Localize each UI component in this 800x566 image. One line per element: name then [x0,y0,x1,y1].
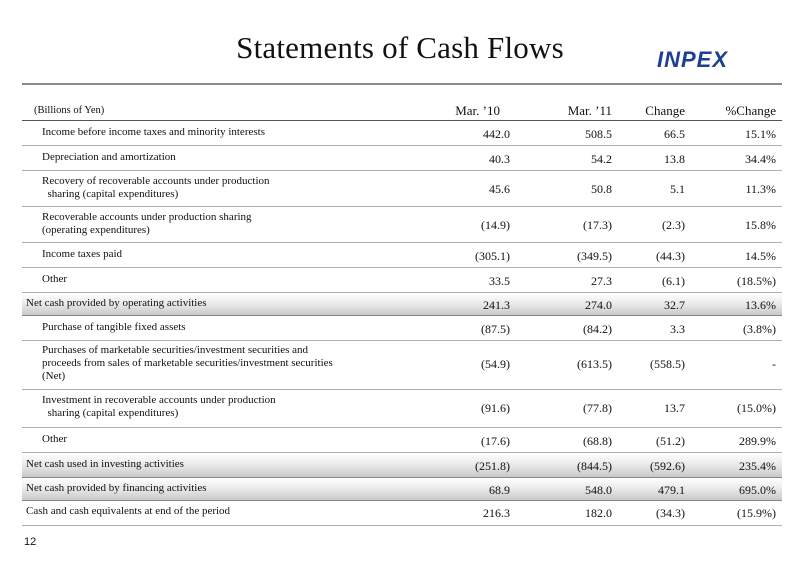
row-label-line: Depreciation and amortization [42,151,176,163]
table-cell: 508.5 [585,127,612,141]
table-cell: 50.8 [591,182,612,196]
table-cell: (251.8) [475,459,510,473]
row-label-line: Other [42,433,68,445]
table-cell: 13.7 [664,401,685,415]
column-header-pct-change: %Change [725,103,776,118]
row-label-line: Net cash used in investing activities [26,458,184,470]
table-cell: 27.3 [591,274,612,288]
row-label [42,126,402,139]
unit-label: (Billions of Yen) [34,105,105,116]
table-cell: (3.8%) [743,322,776,336]
table-cell: (558.5) [650,357,685,371]
row-label [42,151,402,164]
table-cell: (54.9) [481,357,510,371]
table-cell: 15.1% [745,127,776,141]
table-cell: (84.2) [583,322,612,336]
column-header-mar-11: Mar. ’11 [567,103,612,118]
row-label-line: sharing (capital expenditures) [42,407,179,419]
table-row [22,146,782,171]
table-cell: 11.3% [745,182,776,196]
row-label [26,482,386,495]
row-label-line: Investment in recoverable accounts under production [42,394,276,406]
table-cell: (51.2) [656,434,685,448]
row-label [42,211,402,237]
row-label-line: Net cash provided by operating activities [26,297,207,309]
table-cell: 289.9% [739,434,776,448]
row-label [26,297,386,310]
table-cell: (18.5%) [737,274,776,288]
table-cell: (68.8) [583,434,612,448]
row-label [42,248,402,261]
row-label [26,505,386,518]
table-cell: 3.3 [670,322,685,336]
table-cell: (844.5) [577,459,612,473]
table-cell: (17.3) [583,218,612,232]
table-cell: 13.6% [745,298,776,312]
table-cell: (305.1) [475,249,510,263]
title-divider [22,83,782,85]
table-cell: - [772,357,776,371]
row-label-line: Income taxes paid [42,248,123,260]
table-row [22,243,782,268]
inpex-logo: INPEX [657,47,729,72]
table-cell: (91.6) [481,401,510,415]
row-label [42,433,402,446]
table-cell: 274.0 [585,298,612,312]
row-label-line: Purchases of marketable securities/investment securities and [42,344,309,356]
table-cell: 33.5 [489,274,510,288]
table-cell: 241.3 [483,298,510,312]
table-row [22,293,782,316]
table-cell: (613.5) [577,357,612,371]
table-cell: 66.5 [664,127,685,141]
row-label-line: (Net) [42,370,66,382]
table-cell: (349.5) [577,249,612,263]
column-header-change: Change [645,103,685,118]
table-cell: (44.3) [656,249,685,263]
cash-flow-table [22,100,782,526]
row-label-line: Cash and cash equivalents at end of the period [26,505,231,517]
row-label-line: Purchase of tangible fixed assets [42,321,186,333]
row-label-line: Income before income taxes and minority interests [42,126,265,138]
table-cell: (34.3) [656,506,685,520]
table-cell: (14.9) [481,218,510,232]
table-cell: 216.3 [483,506,510,520]
table-cell: (592.6) [650,459,685,473]
row-label-line: proceeds from sales of marketable securities/investment securities [42,357,333,369]
table-cell: 479.1 [658,483,685,497]
table-cell: (17.6) [481,434,510,448]
table-cell: (2.3) [662,218,685,232]
table-row [22,316,782,341]
table-cell: 442.0 [483,127,510,141]
table-row [22,121,782,146]
row-label-line: sharing (capital expenditures) [42,188,179,200]
row-label [42,175,402,201]
table-row [22,171,782,207]
table-header-row [22,100,782,121]
table-cell: 13.8 [664,152,685,166]
row-label [42,344,402,383]
row-label [26,458,386,471]
table-cell: 235.4% [739,459,776,473]
table-cell: 695.0% [739,483,776,497]
table-cell: 548.0 [585,483,612,497]
row-label-line: Recovery of recoverable accounts under production [42,175,270,187]
table-row [22,501,782,526]
table-row [22,453,782,478]
row-label-line: Net cash provided by financing activities [26,482,207,494]
table-cell: 54.2 [591,152,612,166]
table-cell: 182.0 [585,506,612,520]
table-cell: (15.0%) [737,401,776,415]
table-row [22,207,782,243]
page-title: Statements of Cash Flows [236,30,564,65]
column-header-mar-10: Mar. ’10 [455,103,500,118]
row-label [42,394,402,420]
table-row [22,390,782,428]
table-cell: 68.9 [489,483,510,497]
table-cell: 14.5% [745,249,776,263]
row-label-line: (operating expenditures) [42,224,150,236]
table-cell: 5.1 [670,182,685,196]
table-cell: (15.9%) [737,506,776,520]
row-label [42,273,402,286]
table-row [22,268,782,293]
table-cell: (6.1) [662,274,685,288]
table-cell: 34.4% [745,152,776,166]
row-label [42,321,402,334]
table-cell: (77.8) [583,401,612,415]
table-row [22,478,782,501]
table-cell: (87.5) [481,322,510,336]
table-cell: 45.6 [489,182,510,196]
table-cell: 40.3 [489,152,510,166]
table-body [22,121,782,526]
table-row [22,428,782,453]
table-row [22,341,782,390]
row-label-line: Other [42,273,68,285]
table-cell: 32.7 [664,298,685,312]
page-number: 12 [24,536,37,548]
row-label-line: Recoverable accounts under production sharing [42,211,252,223]
table-cell: 15.8% [745,218,776,232]
